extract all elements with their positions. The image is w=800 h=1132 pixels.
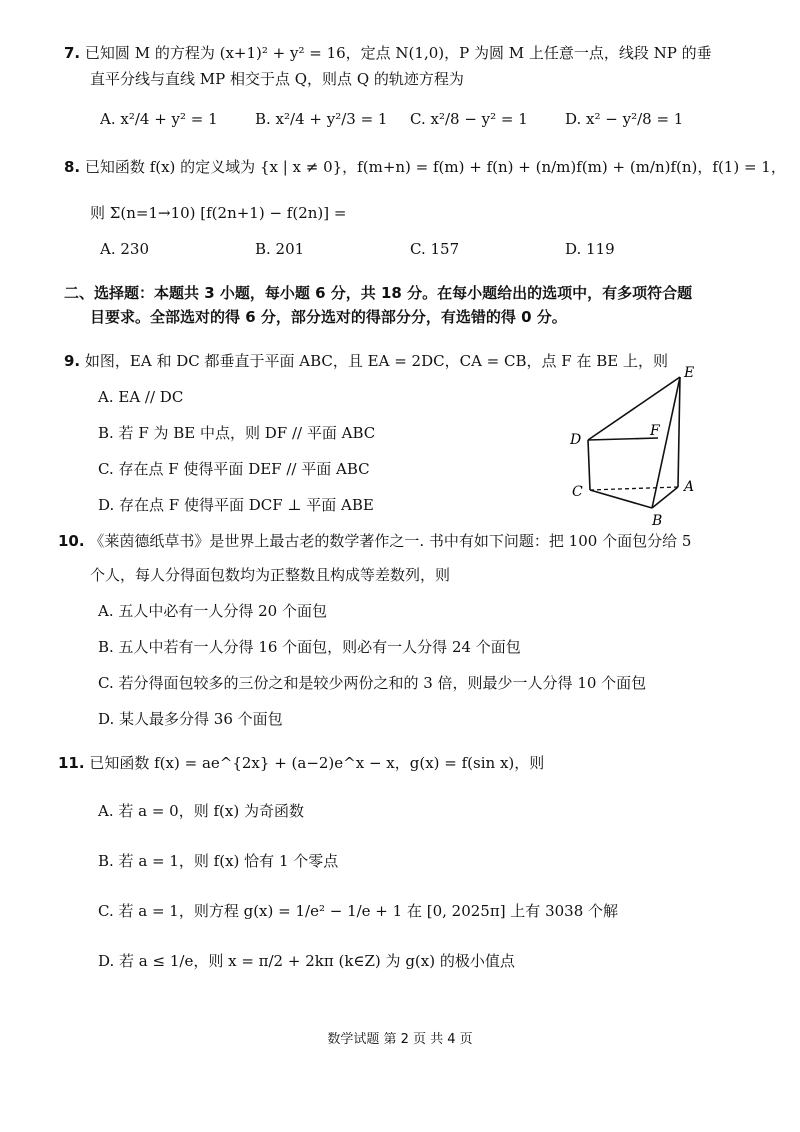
q8-stem-line1 [64,156,786,178]
q8-option-c: C. 157 [410,240,460,258]
q8-option-d: D. 119 [565,240,615,258]
q9-number: 9. [64,352,81,370]
q8-option-b: B. 201 [255,240,305,258]
q8-stem-text1: 已知函数 f(x) 的定义域为 {x | x ≠ 0}，f(m+n) = f(m) + f(n) + (n/m)f(m) + (m/n)f(n)，f(1) = 1， [84,158,786,176]
q11-stem-text: 已知函数 f(x) = ae^{2x} + (a−2)e^x − x，g(x) = f(sin x)，则 [89,754,545,772]
q11-option-a: A. 若 a = 0，则 f(x) 为奇函数 [98,802,304,820]
q11-option-c: C. 若 a = 1，则方程 g(x) = 1/e² − 1/e + 1 在 [0, 2025π] 上有 3038 个解 [98,902,619,920]
q10-stem-line2: 个人，每人分得面包数均为正整数且构成等差数列，则 [90,566,451,584]
page-footer: 数学试题 第 2 页 共 4 页 [327,1032,473,1047]
label-D: D [570,432,582,448]
q7-option-d: D. x² − y²/8 = 1 [565,110,684,128]
q9-option-a: A. EA // DC [98,388,184,406]
q10-option-b: B. 五人中若有一人分得 16 个面包，则必有一人分得 24 个面包 [98,638,521,656]
q11-stem [58,752,544,774]
q10-stem-line1 [58,530,691,552]
edge-DF [588,438,658,440]
q8-stem-line2: 则 Σ(n=1→10) [f(2n+1) − f(2n)] = [90,204,347,222]
section2-heading-line1: 二、选择题：本题共 3 小题，每小题 6 分，共 18 分。在每小题给出的选项中，有多项符合题 [64,284,693,302]
label-A: A [684,479,695,495]
q9-stem-text: 如图，EA 和 DC 都垂直于平面 ABC，且 EA = 2DC，CA = CB，点 F 在 BE 上，则 [84,352,668,370]
q7-option-a: A. x²/4 + y² = 1 [100,110,218,128]
q10-option-d: D. 某人最多分得 36 个面包 [98,710,283,728]
edge-EA [678,377,680,487]
q7-stem-text1: 已知圆 M 的方程为 (x+1)² + y² = 16，定点 N(1,0)，P 为圆 M 上任意一点，线段 NP 的垂 [84,44,712,62]
label-F: F [650,423,660,439]
label-B: B [652,513,663,529]
q10-number: 10. [58,532,85,550]
q10-option-c: C. 若分得面包较多的三份之和是较少两份之和的 3 倍，则最少一人分得 10 个面包 [98,674,647,692]
q8-option-a: A. 230 [100,240,149,258]
edge-CB [590,490,652,508]
edge-DE [588,377,680,440]
q9-option-d: D. 存在点 F 使得平面 DCF ⊥ 平面 ABE [98,496,374,514]
q7-stem-line2: 直平分线与直线 MP 相交于点 Q，则点 Q 的轨迹方程为 [90,70,464,88]
label-E: E [684,365,695,381]
edge-DC [588,440,590,490]
q9-option-b: B. 若 F 为 BE 中点，则 DF // 平面 ABC [98,424,376,442]
q10-option-a: A. 五人中必有一人分得 20 个面包 [98,602,327,620]
q7-stem-line1 [64,42,712,64]
q9-option-c: C. 存在点 F 使得平面 DEF // 平面 ABC [98,460,370,478]
section2-heading-line2: 目要求。全部选对的得 6 分，部分选对的得部分分，有选错的得 0 分。 [90,308,567,326]
edge-CA-hidden [590,487,678,490]
q10-stem-text1: 《莱茵德纸草书》是世界上最古老的数学著作之一. 书中有如下问题：把 100 个面包分给 5 [89,532,692,550]
q7-number: 7. [64,44,81,62]
q8-number: 8. [64,158,81,176]
q11-option-d: D. 若 a ≤ 1/e，则 x = π/2 + 2kπ (k∈Z) 为 g(x) 的极小值点 [98,952,515,970]
q9-figure [560,365,710,530]
q11-number: 11. [58,754,85,772]
label-C: C [572,484,583,500]
q11-option-b: B. 若 a = 1，则 f(x) 恰有 1 个零点 [98,852,339,870]
q7-option-b: B. x²/4 + y²/3 = 1 [255,110,388,128]
q7-option-c: C. x²/8 − y² = 1 [410,110,528,128]
